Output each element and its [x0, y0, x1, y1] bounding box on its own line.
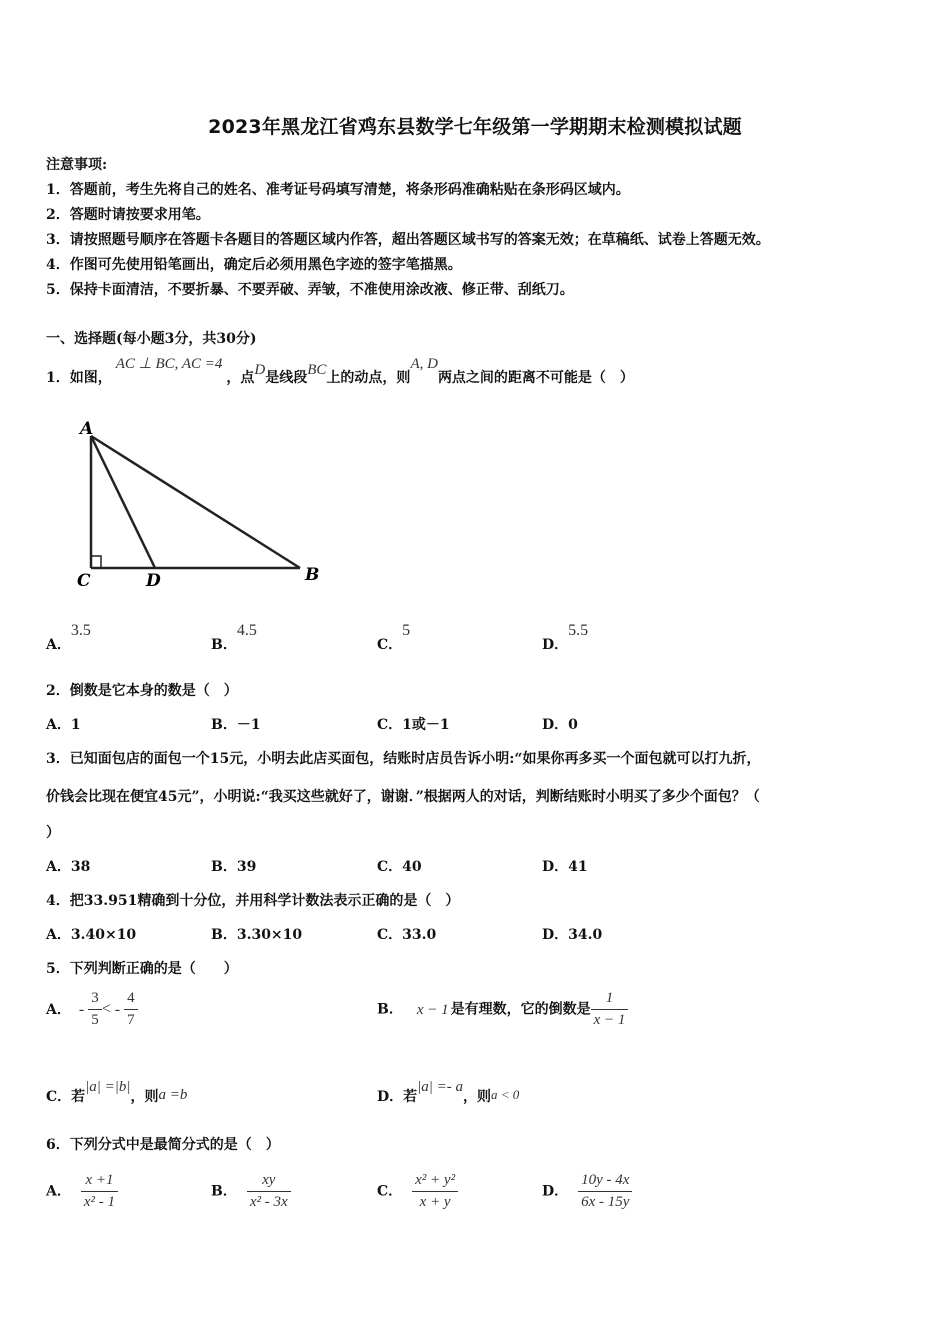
q3-option-c[interactable]: C．40 [377, 859, 422, 875]
q2-option-c[interactable]: C．1或－1 [377, 717, 450, 733]
q2-option-b[interactable]: B．－1 [211, 717, 261, 733]
fraction: $\frac{4}{7}$ [124, 990, 138, 1029]
option-value: 5.5 [568, 622, 589, 639]
q6-option-c[interactable] [377, 1172, 458, 1211]
option-label: B． [211, 637, 237, 653]
option-label: D． [542, 1183, 569, 1200]
question-1-stem [46, 356, 634, 387]
math-expr: |a| =|b| [85, 1079, 131, 1095]
label-d: D [146, 571, 161, 591]
option-label: D． [542, 637, 569, 653]
option-value: 5 [402, 622, 411, 639]
q1-math-segment: BC [307, 362, 327, 378]
q5-option-b[interactable] [377, 990, 628, 1029]
option-text: 是有理数，它的倒数是 [450, 1001, 591, 1018]
triangle-figure [50, 410, 340, 595]
less-than: < [101, 1000, 111, 1018]
q1-option-a[interactable] [46, 622, 91, 654]
fraction: $\frac{3}{5}$ [88, 990, 102, 1029]
right-angle-mark [91, 556, 101, 568]
q4-option-a[interactable]: A．3.40×10 [46, 927, 137, 943]
note-item: 4．作图可先使用铅笔画出，确定后必须用黑色字迹的签字笔描黑。 [46, 257, 462, 273]
note-item: 3．请按照题号顺序在答题卡各题目的答题区域内作答，超出答题区域书写的答案无效；在草稿纸、试卷上答题无效。 [46, 232, 770, 248]
page-title: 2023年黑龙江省鸡东县数学七年级第一学期期末检测模拟试题 [208, 116, 742, 138]
math-expr: a < 0 [491, 1087, 520, 1102]
q2-option-a[interactable]: A．1 [46, 717, 81, 733]
notes-heading: 注意事项: [46, 157, 108, 173]
fraction: $\frac{1}{x - 1}$ [591, 990, 629, 1029]
option-label: C．若 [46, 1089, 86, 1105]
fraction: $\frac{\text{x² + y²}}{x + y}$ [412, 1172, 458, 1211]
math-expr: x − 1 [416, 1001, 449, 1018]
q3-option-d[interactable]: D．41 [542, 859, 588, 875]
option-label: C． [377, 637, 403, 653]
section-heading: 一、选择题(每小题3分，共30分) [46, 331, 257, 347]
q1-option-b[interactable] [211, 622, 257, 654]
question-4-stem: 4．把33.951精确到十分位，并用科学计数法表示正确的是（ ） [46, 893, 460, 909]
question-3-line-1: 3．已知面包店的面包一个15元，小明去此店买面包，结账时店员告诉小明:“如果你再多买一个面包就可以打九折， [46, 751, 761, 767]
q1-text: 1．如图， [46, 370, 112, 386]
fraction: $\frac{x +1}{\text{x² - 1}}$ [81, 1172, 118, 1211]
q6-option-d[interactable] [542, 1172, 632, 1211]
question-2-stem: 2．倒数是它本身的数是（ ） [46, 683, 238, 699]
option-value: 4.5 [236, 622, 257, 639]
option-label: B． [211, 1183, 237, 1200]
q1-option-c[interactable] [377, 622, 411, 654]
q1-text: 上的动点，则 [326, 370, 411, 386]
label-c: C [77, 571, 91, 591]
q1-math-condition: AC ⊥ BC, AC =4 [115, 356, 223, 372]
q1-text: 是线段 [265, 370, 308, 386]
question-5-stem: 5．下列判断正确的是（ ） [46, 961, 238, 977]
math-expr: |a| =- a [417, 1079, 464, 1095]
option-value: 3.5 [70, 622, 91, 639]
note-item: 1．答题前，考生先将自己的姓名、准考证号码填写清楚，将条形码准确粘贴在条形码区域内。 [46, 182, 630, 198]
note-item: 5．保持卡面清洁，不要折暴、不要弄破、弄皱，不准使用涂改液、修正带、刮纸刀。 [46, 282, 574, 298]
math-expr: a =b [158, 1087, 188, 1103]
q5-option-d[interactable] [377, 1079, 520, 1106]
option-text: ，则 [130, 1089, 159, 1105]
option-label: A． [46, 637, 71, 653]
option-label: C． [377, 1183, 403, 1200]
note-item: 2．答题时请按要求用笔。 [46, 207, 210, 223]
fraction: $\frac{xy}{\text{x² - 3x}}$ [247, 1172, 291, 1211]
label-a: A [80, 419, 94, 439]
q1-text: 两点之间的距离不可能是（ ） [437, 370, 634, 386]
q4-option-b[interactable]: B．3.30×10 [211, 927, 303, 943]
option-text: ，则 [463, 1089, 492, 1105]
q1-text: ，点 [226, 370, 255, 386]
q5-option-a[interactable]: A． - $\frac{3}{5}$ < - $\frac{4}{7}$ [46, 990, 138, 1029]
question-6-stem: 6．下列分式中是最简分式的是（ ） [46, 1137, 280, 1153]
q2-option-d[interactable]: D．0 [542, 717, 578, 733]
q3-option-a[interactable]: A．38 [46, 859, 91, 875]
q1-math-point: D [254, 362, 266, 378]
q3-option-b[interactable]: B．39 [211, 859, 257, 875]
label-b: B [305, 565, 320, 585]
option-label: A． [46, 1183, 71, 1200]
q1-math-points: A, D [410, 356, 438, 372]
q5-option-c[interactable] [46, 1079, 188, 1106]
q6-option-b[interactable] [211, 1172, 291, 1211]
fraction: $\frac{10y - 4x}{6x - 15y}$ [578, 1172, 632, 1211]
question-3-line-3: ） [46, 825, 60, 841]
question-3-line-2: 价钱会比现在便宜45元”，小明说:“我买这些就好了，谢谢．”根据两人的对话，判断结账时小明买了多少个面包？（ [46, 789, 760, 805]
q4-option-d[interactable]: D．34.0 [542, 927, 603, 943]
q4-option-c[interactable]: C．33.0 [377, 927, 437, 943]
q6-option-a[interactable] [46, 1172, 118, 1211]
option-label: D．若 [377, 1089, 418, 1105]
q1-option-d[interactable] [542, 622, 589, 654]
option-label: B． [377, 1001, 403, 1018]
option-label: A． [46, 1001, 71, 1018]
